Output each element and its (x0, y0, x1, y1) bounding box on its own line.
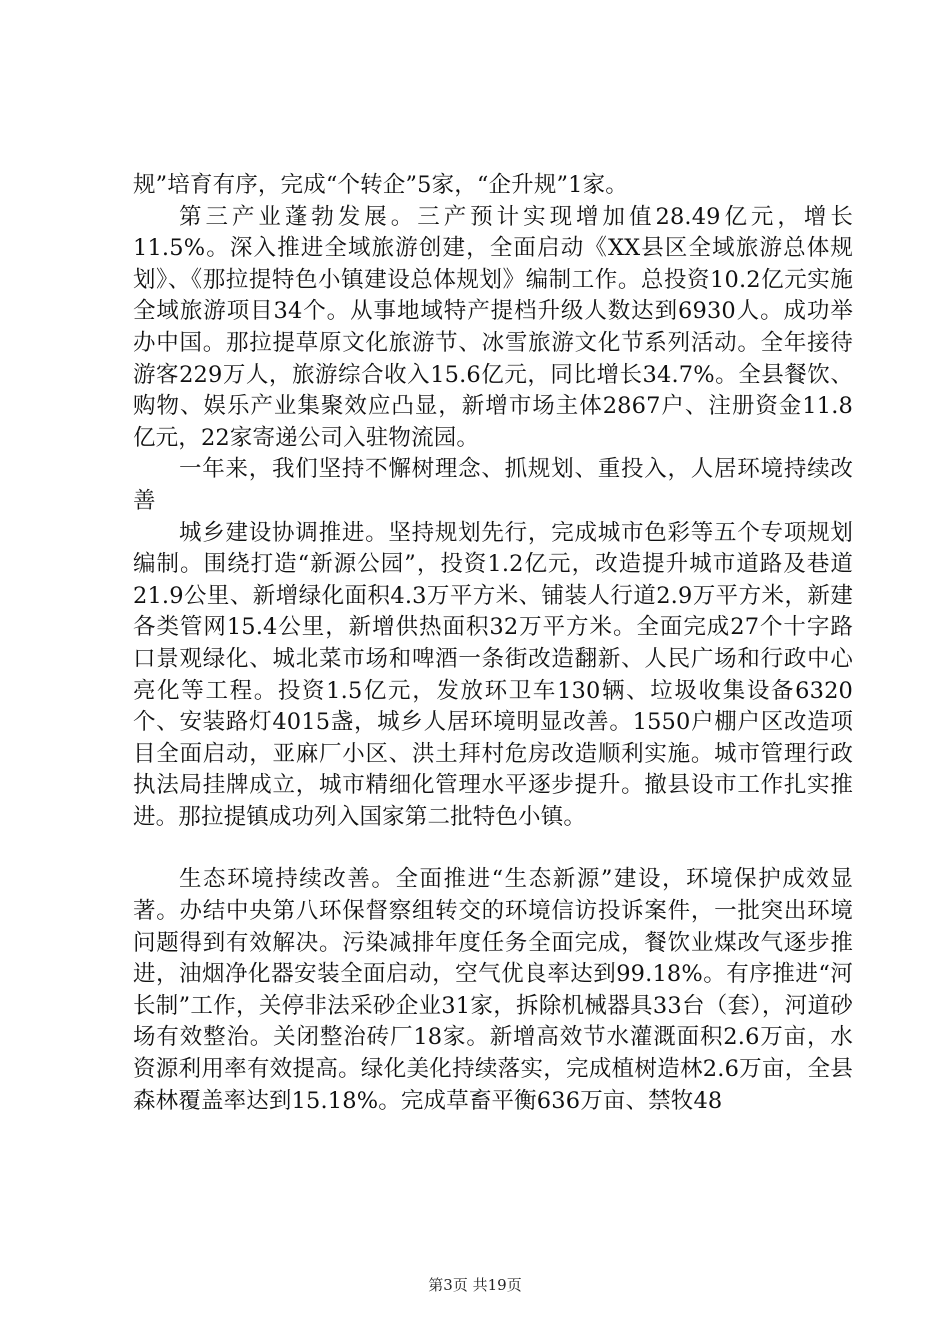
paragraph-continuation: 规”培育有序，完成“个转企”5家，“企升规”1家。 (133, 172, 628, 198)
paragraph-summary: 一年来，我们坚持不懈树理念、抓规划、重投入，人居环境持续改善 (133, 456, 853, 514)
paragraph-ecological-environment: 生态环境持续改善。全面推进“生态新源”建设，环境保护成效显著。办结中央第八环保督察组转交的环境信访投诉案件，一批突出环境问题得到有效解决。污染减排年度任务全面完成，餐饮业煤改气逐步推进，油烟净化器安装全面启动，空气优良率达到99.18%。有序推进“河长制”工作，关停非法采砂企业31家，拆除机械器具33台（套），河道砂场有效整治。关闭整治砖厂18家。新增高效节水灌溉面积2.6万亩，水资源利用率有效提高。绿化美化持续落实，完成植树造林2.6万亩，全县森林覆盖率达到15.18%。完成草畜平衡636万亩、禁牧48 (133, 866, 853, 1114)
document-body (133, 170, 853, 1117)
paragraph-urban-rural-construction: 城乡建设协调推进。坚持规划先行，完成城市色彩等五个专项规划编制。围绕打造“新源公园”，投资1.2亿元，改造提升城市道路及巷道21.9公里、新增绿化面积4.3万平方米、铺装人行道2.9万平方米，新建各类管网15.4公里，新增供热面积32万平方米。全面完成27个十字路口景观绿化、城北菜市场和啤酒一条街改造翻新、人民广场和行政中心亮化等工程。投资1.5亿元，发放环卫车130辆、垃圾收集设备6320个、安装路灯4015盏，城乡人居环境明显改善。1550户棚户区改造项目全面启动，亚麻厂小区、洪土拜村危房改造顺利实施。城市管理行政执法局挂牌成立，城市精细化管理水平逐步提升。撤县设市工作扎实推进。那拉提镇成功列入国家第二批特色小镇。 (133, 519, 853, 830)
paragraph-tertiary-industry: 第三产业蓬勃发展。三产预计实现增加值28.49亿元，增长11.5%。深入推进全域旅游创建，全面启动《XX县区全域旅游总体规划》、《那拉提特色小镇建设总体规划》编制工作。总投资10.2亿元实施全域旅游项目34个。从事地域特产提档升级人数达到6930人。成功举办中国。那拉提草原文化旅游节、冰雪旅游文化节系列活动。全年接待游客229万人，旅游综合收入15.6亿元，同比增长34.7%。全县餐饮、购物、娱乐产业集聚效应凸显，新增市场主体2867户、注册资金11.8亿元，22家寄递公司入驻物流园。 (133, 203, 853, 451)
page-number-footer: 第3页 共19页 (428, 1276, 522, 1294)
